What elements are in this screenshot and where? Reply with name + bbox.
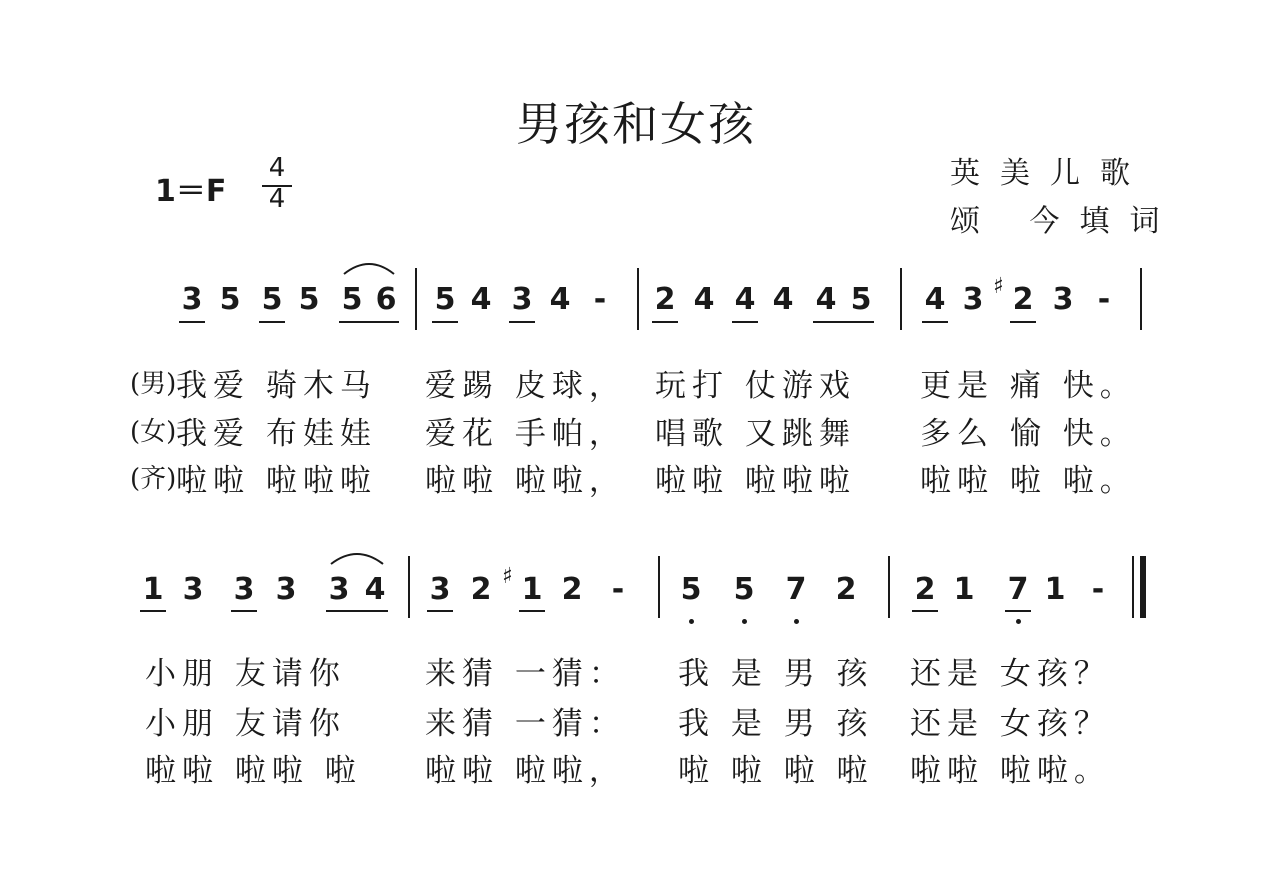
key-signature: 1＝F — [155, 174, 227, 209]
sharp-sign: ♯ — [502, 564, 513, 589]
note: 4 — [734, 282, 756, 317]
note: 4 — [693, 282, 715, 317]
eighth-underline — [912, 610, 938, 612]
eighth-underline — [1010, 321, 1036, 323]
barline — [900, 268, 902, 330]
note: 2 — [654, 282, 676, 317]
time-signature-top: 4 — [268, 153, 286, 183]
lyric-phrase: 啦啦 啦啦。 — [910, 753, 1111, 789]
final-barline-thin — [1132, 556, 1134, 618]
lyric-phrase: 还是 女孩？ — [910, 656, 1111, 692]
note: 2 — [470, 572, 492, 607]
lyric-phrase: 我爱 骑木马 — [176, 368, 377, 404]
eighth-underline — [1005, 610, 1031, 612]
note: - — [611, 572, 625, 607]
eighth-underline — [519, 610, 545, 612]
note: 4 — [924, 282, 946, 317]
lyric-phrase: 更是 痛 快。 — [920, 368, 1137, 404]
lyric-phrase: 爱花 手帕， — [425, 416, 626, 452]
song-title: 男孩和女孩 — [516, 97, 756, 151]
note: 4 — [470, 282, 492, 317]
lyric-phrase: 啦 啦 啦 啦 — [678, 753, 874, 789]
lyric-part-label: (女) — [130, 417, 177, 447]
note: 3 — [1052, 282, 1074, 317]
note: 4 — [549, 282, 571, 317]
lyric-phrase: 来猜 一猜： — [425, 656, 626, 692]
note: 1 — [521, 572, 543, 607]
lyric-phrase: 多么 愉 快。 — [920, 416, 1137, 452]
eighth-underline — [326, 610, 388, 612]
note: 6 — [375, 282, 397, 317]
note: 3 — [429, 572, 451, 607]
slur — [342, 258, 396, 276]
note: 4 — [815, 282, 837, 317]
note: 5 — [298, 282, 320, 317]
credit-lyricist: 颂 今填词 — [950, 204, 1180, 239]
note: 2 — [1012, 282, 1034, 317]
note: 3 — [511, 282, 533, 317]
low-octave-dot — [1016, 619, 1021, 624]
note: - — [1097, 282, 1111, 317]
note: 3 — [182, 572, 204, 607]
barline — [658, 556, 660, 618]
note: 7 — [1007, 572, 1029, 607]
barline — [415, 268, 417, 330]
note: 1 — [142, 572, 164, 607]
note: 3 — [328, 572, 350, 607]
lyric-part-label: (齐) — [130, 464, 177, 494]
lyric-phrase: 还是 女孩？ — [910, 706, 1111, 742]
lyric-phrase: 啦啦 啦啦， — [425, 463, 626, 499]
lyric-phrase: 来猜 一猜： — [425, 706, 626, 742]
low-octave-dot — [794, 619, 799, 624]
lyric-phrase: 小朋 友请你 — [145, 706, 346, 742]
eighth-underline — [813, 321, 874, 323]
low-octave-dot — [742, 619, 747, 624]
final-barline-thick — [1140, 556, 1146, 618]
lyric-phrase: 啦啦 啦啦啦 — [176, 463, 377, 499]
credit-origin: 英美儿歌 — [950, 156, 1150, 191]
eighth-underline — [179, 321, 205, 323]
barline — [637, 268, 639, 330]
note: - — [1091, 572, 1105, 607]
note: 5 — [261, 282, 283, 317]
lyric-phrase: 爱踢 皮球， — [425, 368, 626, 404]
lyric-part-label: (男) — [130, 369, 177, 399]
eighth-underline — [231, 610, 257, 612]
slur — [329, 548, 385, 566]
eighth-underline — [140, 610, 166, 612]
note: 7 — [785, 572, 807, 607]
note: 5 — [850, 282, 872, 317]
note: 5 — [219, 282, 241, 317]
note: 1 — [953, 572, 975, 607]
barline — [408, 556, 410, 618]
lyric-phrase: 我爱 布娃娃 — [176, 416, 377, 452]
eighth-underline — [339, 321, 399, 323]
note: 2 — [561, 572, 583, 607]
lyric-phrase: 啦啦 啦啦， — [425, 753, 626, 789]
lyric-phrase: 唱歌 又跳舞 — [655, 416, 856, 452]
note: 3 — [275, 572, 297, 607]
sharp-sign: ♯ — [993, 274, 1004, 299]
note: - — [593, 282, 607, 317]
note: 1 — [1044, 572, 1066, 607]
note: 2 — [914, 572, 936, 607]
note: 3 — [181, 282, 203, 317]
note: 5 — [434, 282, 456, 317]
barline — [888, 556, 890, 618]
note: 5 — [341, 282, 363, 317]
eighth-underline — [427, 610, 453, 612]
lyric-phrase: 小朋 友请你 — [145, 656, 346, 692]
lyric-phrase: 我 是 男 孩 — [678, 656, 874, 692]
note: 3 — [233, 572, 255, 607]
time-signature-bottom: 4 — [268, 184, 286, 214]
note: 4 — [364, 572, 386, 607]
eighth-underline — [509, 321, 535, 323]
eighth-underline — [432, 321, 458, 323]
note: 4 — [772, 282, 794, 317]
lyric-phrase: 啦啦 啦啦 啦 — [145, 753, 362, 789]
note: 5 — [680, 572, 702, 607]
lyric-phrase: 玩打 仗游戏 — [655, 368, 856, 404]
eighth-underline — [259, 321, 285, 323]
lyric-phrase: 啦啦 啦啦啦 — [655, 463, 856, 499]
eighth-underline — [732, 321, 758, 323]
eighth-underline — [652, 321, 678, 323]
note: 5 — [733, 572, 755, 607]
low-octave-dot — [689, 619, 694, 624]
note: 2 — [835, 572, 857, 607]
note: 3 — [962, 282, 984, 317]
eighth-underline — [922, 321, 948, 323]
lyric-phrase: 啦啦 啦 啦。 — [920, 463, 1137, 499]
lyric-phrase: 我 是 男 孩 — [678, 706, 874, 742]
barline — [1140, 268, 1142, 330]
